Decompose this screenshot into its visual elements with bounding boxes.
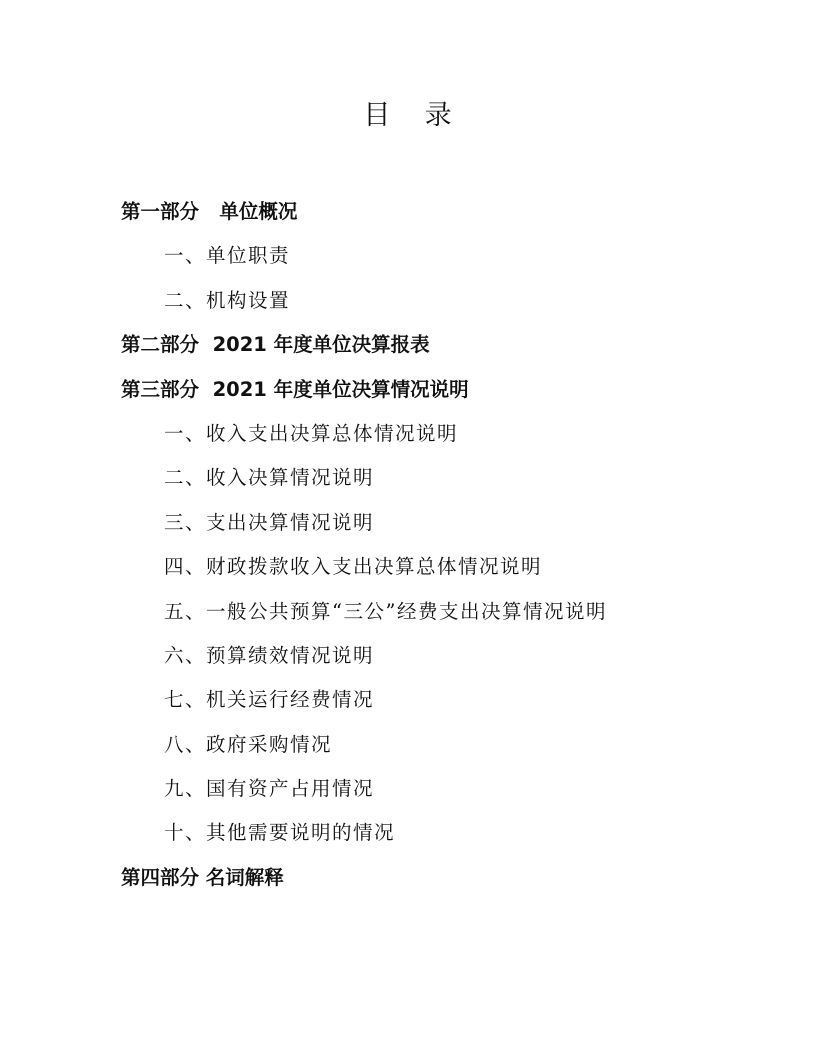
toc-section-text: 十、其他需要说明的情况	[164, 821, 396, 845]
toc-part-1-text: 第一部分 单位概况	[121, 200, 298, 223]
toc-section-assets	[0, 767, 815, 811]
toc-section-operating-costs	[0, 678, 815, 722]
toc-section-unit-duties	[0, 234, 815, 278]
toc-section-text: 八、政府采购情况	[164, 732, 333, 756]
toc-section-text: 五、一般公共预算“三公”经费支出决算情况说明	[164, 599, 607, 623]
table-of-contents	[0, 190, 815, 900]
toc-section-text: 一、收入支出决算总体情况说明	[164, 421, 459, 445]
toc-section-text: 四、财政拨款收入支出决算总体情况说明	[164, 555, 543, 579]
toc-section-text: 六、预算绩效情况说明	[164, 643, 375, 667]
toc-part-1	[0, 190, 815, 234]
page-title: 目 录	[363, 100, 452, 131]
toc-section-three-public	[0, 590, 815, 634]
toc-section-fiscal-allocation	[0, 545, 815, 589]
toc-section-text: 二、收入决算情况说明	[164, 466, 375, 490]
toc-section-organization	[0, 279, 815, 323]
toc-section-text: 三、支出决算情况说明	[164, 510, 375, 534]
toc-section-income	[0, 456, 815, 500]
toc-part-3-text: 第三部分 2021 年度单位决算情况说明	[121, 377, 469, 401]
toc-section-text: 一、单位职责	[164, 244, 291, 268]
toc-section-overall	[0, 412, 815, 456]
toc-part-2-text: 第二部分 2021 年度单位决算报表	[121, 333, 430, 357]
toc-section-text: 七、机关运行经费情况	[164, 688, 375, 712]
toc-part-3	[0, 368, 815, 412]
toc-section-expenditure	[0, 501, 815, 545]
toc-section-text: 九、国有资产占用情况	[164, 777, 375, 801]
toc-part-4	[0, 856, 815, 900]
toc-section-text: 二、机构设置	[164, 288, 291, 312]
toc-part-2	[0, 323, 815, 367]
toc-part-4-text: 第四部分 名词解释	[121, 865, 284, 889]
toc-section-other	[0, 811, 815, 855]
toc-section-procurement	[0, 723, 815, 767]
toc-section-performance	[0, 634, 815, 678]
